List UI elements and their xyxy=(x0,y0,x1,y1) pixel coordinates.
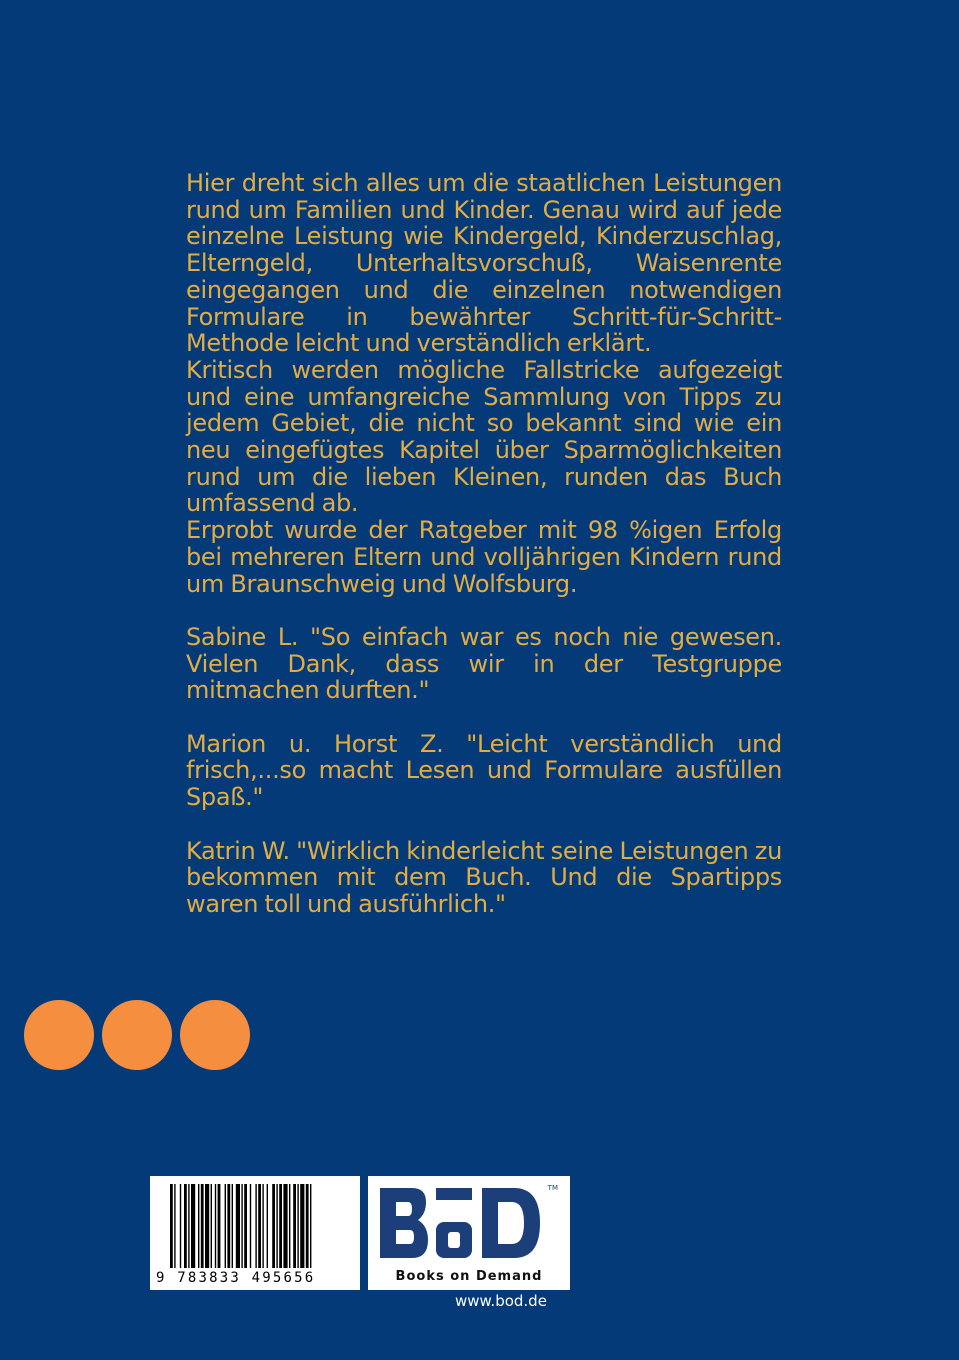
bod-logo-icon xyxy=(378,1186,548,1262)
testimonial-2: Marion u. Horst Z. "Leicht verständlich und frisch,...so macht Lesen und Formulare ausfüllen Spaß." xyxy=(186,729,782,812)
isbn-number: 9 783833 495656 xyxy=(156,1270,316,1286)
decorative-dots xyxy=(24,1000,254,1070)
description-paragraph-1: Hier dreht sich alles um die staatlichen Leistungen rund um Familien und Kinder. Genau wird auf jede einzelne Leistung wie Kindergeld, Kinderzuschlag, Elterngeld, Unterhaltsvorschuß, Waisenrente eingegangen und die einzelnen notwendigen Formulare in bewährter Schritt-für-Schritt- Methode leicht und verständlich erklärt. xyxy=(186,169,782,358)
publisher-logo xyxy=(368,1176,570,1290)
description-paragraph-2: Kritisch werden mögliche Fallstricke aufgezeigt und eine umfangreiche Sammlung von Tipps zu jedem Gebiet, die nicht so bekannt sind wie ein neu eingefügtes Kapitel über Sparmöglichkeiten rund um die lieben Kleinen, runden das Buch umfassend ab. xyxy=(186,355,782,518)
publisher-url: www.bod.de xyxy=(455,1292,547,1310)
trademark-symbol: TM xyxy=(547,1184,558,1192)
orange-dot xyxy=(180,1000,250,1070)
isbn-barcode xyxy=(150,1176,360,1290)
orange-dot xyxy=(102,1000,172,1070)
publisher-tagline: Books on Demand xyxy=(395,1269,543,1284)
testimonial-3: Katrin W. "Wirklich kinderleicht seine Leistungen zu bekommen mit dem Buch. Und die Spartipps waren toll und ausführlich." xyxy=(186,836,782,918)
description-paragraph-3: Erprobt wurde der Ratgeber mit 98 %igen Erfolg bei mehreren Eltern und volljährigen Kindern rund um Braunschweig und Wolfsburg. xyxy=(186,516,782,598)
barcode-bars xyxy=(150,1176,360,1272)
testimonial-1: Sabine L. "So einfach war es noch nie gewesen. Vielen Dank, dass wir in der Testgruppe mitmachen durften." xyxy=(186,622,782,705)
orange-dot xyxy=(24,1000,94,1070)
back-cover-text xyxy=(186,170,782,918)
